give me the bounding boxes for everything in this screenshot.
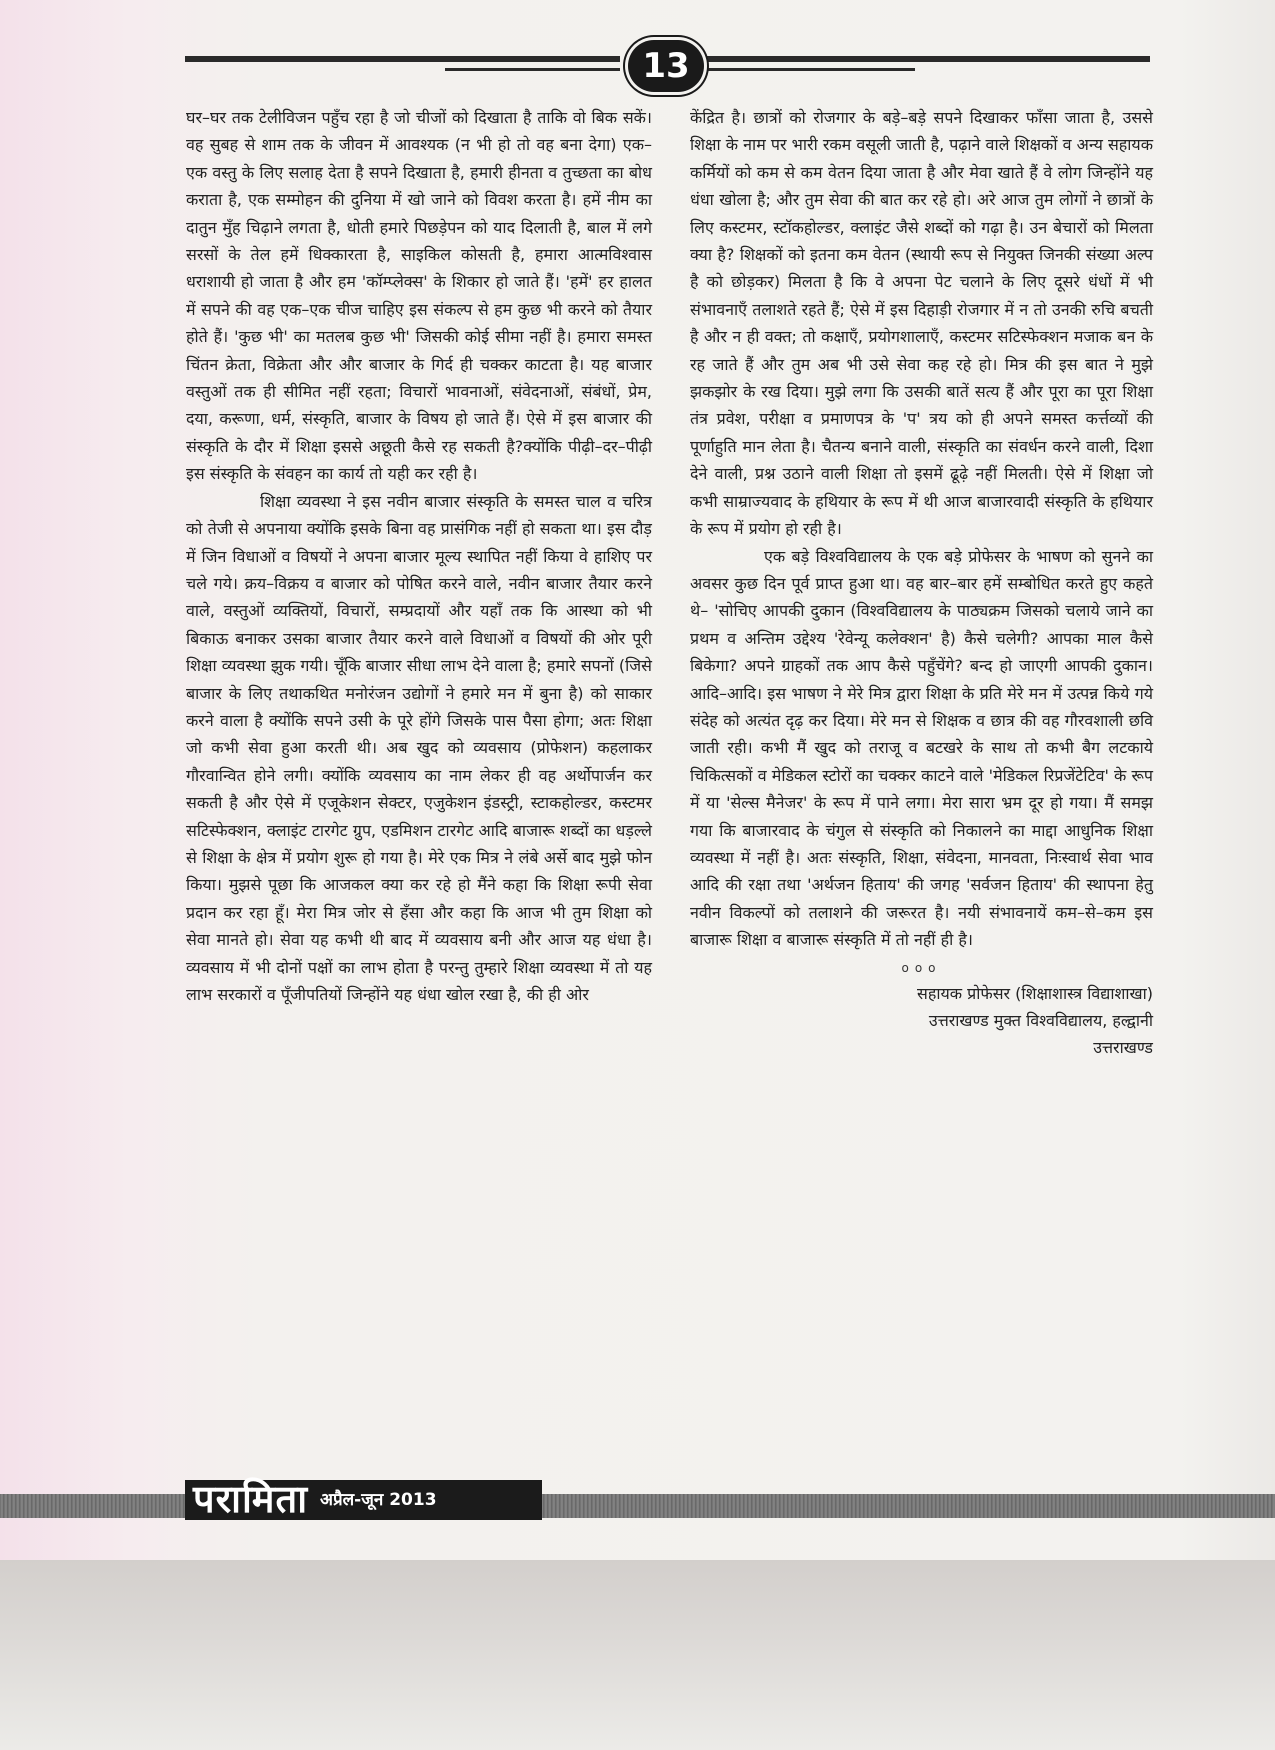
- magazine-logo: परामिता: [193, 1476, 309, 1521]
- scan-shadow: [0, 1560, 1275, 1750]
- left-paragraph-2: शिक्षा व्यवस्था ने इस नवीन बाजार संस्कृति के समस्त चाल व चरित्र को तेजी से अपनाया क्योंकि इसके बिना वह प्रासंगिक नहीं हो सकता था। इस दौड़ में जिन विधाओं व विषयों ने अपना बाजार मूल्य स्थापित नहीं किया वे हाशिए पर चले गये। क्रय–विक्रय व बाजार को पोषित करने वाले, नवीन बाजार तैयार करने वाले, वस्तुओं व्यक्तियों, विचारों, सम्प्रदायों और यहाँ तक कि आस्था को भी बिकाऊ बनाकर उसका बाजार तैयार करने वाले विधाओं व विषयों की ओर पूरी शिक्षा व्यवस्था झुक गयी। चूँकि बाजार सीधा लाभ देने वाला है; हमारे सपनों (जिसे बाजार के लिए तथाकथित मनोरंजन उद्योगों ने हमारे मन में बुना है) को साकार करने वाला है क्योंकि सपने उसी के पूरे होंगे जिसके पास पैसा होगा; अतः शिक्षा जो कभी सेवा हुआ करती थी। अब खुद को व्यवसाय (प्रोफेशन) कहलाकर गौरवान्वित होने लगी। क्योंकि व्यवसाय का नाम लेकर ही वह अर्थोपार्जन कर सकती है और ऐसे में एजूकेशन सेक्टर, एजुकेशन इंडस्ट्री, स्टाकहोल्डर, कस्टमर सटिस्फेक्शन, क्लाइंट टारगेट ग्रुप, एडमिशन टारगेट आदि बाजारू शब्दों का धड़ल्ले से शिक्षा के क्षेत्र में प्रयोग शुरू हो गया है। मेरे एक मित्र ने लंबे अर्से बाद मुझे फोन किया। मुझसे पूछा कि आजकल क्या कर रहे हो मैंने कहा कि शिक्षा रूपी सेवा प्रदान कर रहा हूँ। मेरा मित्र जोर से हँसा और कहा कि आज भी तुम शिक्षा को सेवा मानते हो। सेवा यह कभी थी बाद में व्यवसाय बनी और आज यह धंधा है। व्यवसाय में भी दोनों पक्षों का लाभ होता है परन्तु तुम्हारे शिक्षा व्यवस्था में तो यह लाभ सरकारों व पूँजीपतियों जिन्होंने यह धंधा खोल रखा है, की ही ओर: [186, 491, 652, 1004]
- author-state: उत्तराखण्ड: [1093, 1038, 1153, 1058]
- author-designation: सहायक प्रोफेसर (शिक्षाशास्त्र विद्याशाखा): [917, 983, 1153, 1003]
- header-rule-right-thin: [700, 68, 915, 71]
- header-rule-left: [185, 56, 620, 62]
- article-column-right: [690, 104, 1153, 1062]
- right-paragraph-2: एक बड़े विश्वविद्यालय के एक बड़े प्रोफेसर के भाषण को सुनने का अवसर कुछ दिन पूर्व प्राप्त हुआ था। वह बार–बार हमें सम्बोधित करते हुए कहते थे– 'सोचिए आपकी दुकान (विश्वविद्यालय के पाठ्यक्रम जिसको चलाये जाने का प्रथम व अन्तिम उद्देश्य 'रेवेन्यू कलेक्शन' है) कैसे चलेगी? आपका माल कैसे बिकेगा? अपने ग्राहकों तक आप कैसे पहुँचेंगे? बन्द हो जाएगी आपकी दुकान। आदि–आदि। इस भाषण ने मेरे मित्र द्वारा शिक्षा के प्रति मेरे मन में उत्पन्न किये गये संदेह को अत्यंत दृढ़ कर दिया। मेरे मन से शिक्षक व छात्र की वह गौरवशाली छवि जाती रही। कभी मैं खुद को तराजू व बटखरे के साथ तो कभी बैग लटकाये चिकित्सकों व मेडिकल स्टोरों का चक्कर काटने वाले 'मेडिकल रिप्रजेंटेटिव' के रूप में या 'सेल्स मैनेजर' के रूप में पाने लगा। मेरा सारा भ्रम दूर हो गया। मैं समझ गया कि बाजारवाद के चंगुल से संस्कृति को निकालने का माद्दा आधुनिक शिक्षा व्यवस्था में नहीं है। अतः संस्कृति, शिक्षा, संवेदना, मानवता, निःस्वार्थ सेवा भाव आदि की रक्षा तथा 'अर्थजन हिताय' की जगह 'सर्वजन हिताय' की स्थापना हेतु नवीन विकल्पों को तलाशने की जरूरत है। नयी संभावनायें कम–से–कम इस बाजारू शिक्षा व बाजारू संस्कृति में तो नहीं ही है।: [690, 546, 1153, 950]
- article-column-left: [186, 104, 652, 1008]
- author-institution: उत्तराखण्ड मुक्त विश्वविद्यालय, हल्द्वानी: [928, 1011, 1153, 1030]
- issue-date: अप्रैल-जून 2013: [320, 1490, 437, 1510]
- right-paragraph-1: केंद्रित है। छात्रों को रोजगार के बड़े–बड़े सपने दिखाकर फाँसा जाता है, उससे शिक्षा के नाम पर भारी रकम वसूली जाती है, पढ़ाने वाले शिक्षकों व अन्य सहायक कर्मियों को कम से कम वेतन दिया जाता है और मेवा खाते हैं वे लोग जिन्होंने यह धंधा खोला है; और तुम सेवा की बात कर रहे हो। अरे आज तुम लोगों ने छात्रों के लिए कस्टमर, स्टॉकहोल्डर, क्लाइंट जैसे शब्दों को गढ़ा है। उन बेचारों को मिलता क्या है? शिक्षकों को इतना कम वेतन (स्थायी रूप से नियुक्त जिनकी संख्या अल्प है को छोड़कर) मिलता है कि वे अपना पेट चलाने के लिए दूसरे धंधों में भी संभावनाएँ तलाशते रहते हैं; ऐसे में इस दिहाड़ी रोजगार में न तो उनकी रुचि बचती है और न ही वक्त; तो कक्षाएँ, प्रयोगशालाएँ, कस्टमर सटिस्फेक्शन मजाक बन के रह जाते हैं और तुम अब भी उसे सेवा कह रहे हो। मित्र की इस बात ने मुझे झकझोर के रख दिया। मुझे लगा कि उसकी बातें सत्य हैं और पूरा का पूरा शिक्षा तंत्र प्रवेश, परीक्षा व प्रमाणपत्र के 'प' त्रय को ही अपने समस्त कर्त्तव्यों की पूर्णाहुति मान लेता है। चैतन्य बनाने वाली, संस्कृति का संवर्धन करने वाली, दिशा देने वाली, प्रश्न उठाने वाली शिक्षा तो इसमें ढूढ़े नहीं मिलती। ऐसे में शिक्षा जो कभी साम्राज्यवाद के हथियार के रूप में थी आज बाजारवादी संस्कृति के हथियार के रूप में प्रयोग हो रही है।: [690, 108, 1153, 539]
- page-number-badge: 13: [628, 40, 704, 92]
- left-paragraph-1: घर–घर तक टेलीविजन पहुँच रहा है जो चीजों को दिखाता है ताकि वो बिक सकें। वह सुबह से शाम तक के जीवन में आवश्यक (न भी हो तो वह बना देगा) एक–एक वस्तु के लिए सलाह देता है सपने दिखाता है, हमारी हीनता व तुच्छता का बोध कराता है, एक सम्मोहन की दुनिया में खो जाने को विवश करता है। हमें नीम का दातुन मुँह चिढ़ाने लगता है, धोती हमारे पिछड़ेपन को याद दिलाती है, बाल में लगे सरसों के तेल हमें धिक्कारता है, साइकिल कोसती है, हमारा आत्मविश्वास धराशायी हो जाता है और हम 'कॉम्प्लेक्स' के शिकार हो जाते हैं। 'हमें' हर हालत में सपने की वह एक–एक चीज चाहिए इस संकल्प से हम कुछ भी करने को तैयार होते हैं। 'कुछ भी' का मतलब कुछ भी' जिसकी कोई सीमा नहीं है। हमारा समस्त चिंतन क्रेता, विक्रेता और और बाजार के गिर्द ही चक्कर काटता है। यह बाजार वस्तुओं तक ही सीमित नहीं रहता; विचारों भावनाओं, संवेदनाओं, संबंधों, प्रेम, दया, करूणा, धर्म, संस्कृति, बाजार के विषय हो जाते हैं। ऐसे में इस बाजार की संस्कृति के दौर में शिक्षा इससे अछूती कैसे रह सकती है?क्योंकि पीढ़ी–दर–पीढ़ी इस संस्कृति के संवहन का कार्य तो यही कर रही है।: [186, 108, 652, 484]
- header-rule-right: [700, 56, 1150, 62]
- footer-masthead: [185, 1476, 542, 1521]
- header-rule-left-thin: [445, 68, 620, 71]
- section-separator: ooo: [901, 960, 942, 975]
